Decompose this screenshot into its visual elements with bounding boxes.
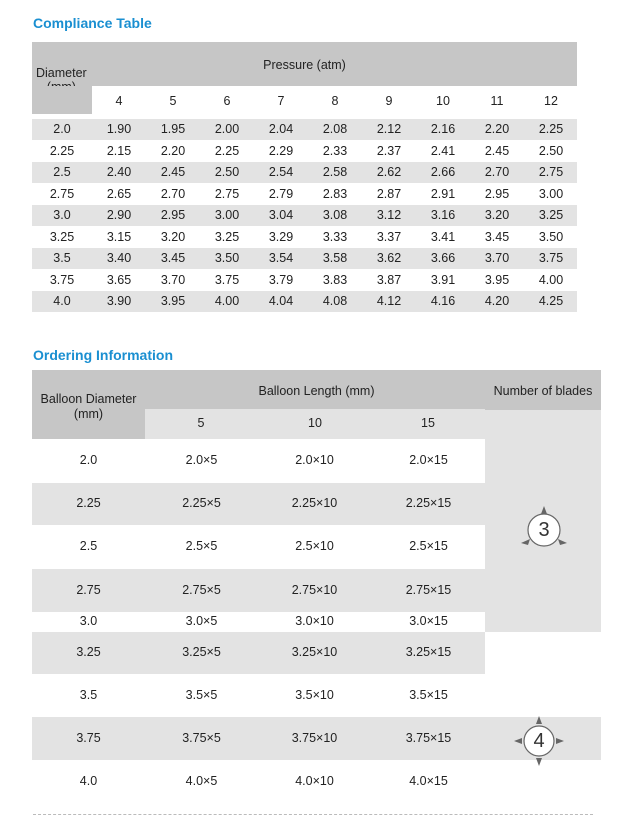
ordering-cell: 2.75×10 xyxy=(291,583,338,597)
balloon-diameter-header: Balloon Diameter (mm) xyxy=(32,370,145,439)
compliance-cell: 3.95 xyxy=(484,272,510,287)
compliance-cell: 3.62 xyxy=(376,251,402,265)
compliance-cell: 1.95 xyxy=(160,122,186,136)
length-5: 5 xyxy=(197,416,205,430)
compliance-cell: 2.95 xyxy=(160,208,186,222)
ordering-cell: 2.25×15 xyxy=(405,496,452,510)
compliance-cell: 3.40 xyxy=(106,251,132,265)
compliance-cell: 3.79 xyxy=(268,272,294,287)
compliance-cell: 3.75 xyxy=(214,272,240,287)
compliance-diameter: 4.0 xyxy=(53,294,71,308)
ordering-cell: 3.75×5 xyxy=(182,731,221,745)
compliance-cell: 3.87 xyxy=(376,272,402,287)
ordering-diameter: 2.75 xyxy=(76,583,101,597)
ordering-cell: 4.0×10 xyxy=(295,774,334,788)
compliance-diameter: 2.75 xyxy=(49,186,75,201)
ordering-cell: 2.25×5 xyxy=(182,496,221,510)
three-blade-icon xyxy=(516,502,572,558)
compliance-cell: 3.66 xyxy=(430,251,456,265)
compliance-cell: 3.70 xyxy=(484,251,510,265)
compliance-cell: 2.75 xyxy=(214,186,240,201)
ordering-row xyxy=(32,632,485,674)
compliance-cell: 2.08 xyxy=(322,122,348,136)
pressure-header: Pressure (atm) xyxy=(263,58,346,72)
compliance-cell: 2.33 xyxy=(322,143,348,158)
compliance-cell: 1.90 xyxy=(106,122,132,136)
compliance-cell: 4.00 xyxy=(214,294,240,308)
compliance-row xyxy=(32,162,577,183)
compliance-cell: 3.50 xyxy=(538,229,564,244)
ordering-row xyxy=(32,674,485,717)
compliance-cell: 2.65 xyxy=(106,186,132,201)
compliance-diameter: 3.5 xyxy=(53,251,71,265)
compliance-cell: 3.45 xyxy=(160,251,186,265)
compliance-cell: 2.70 xyxy=(484,165,510,179)
compliance-table-title: Compliance Table xyxy=(33,15,152,31)
ordering-cell: 3.75×10 xyxy=(291,731,338,745)
compliance-cell: 2.25 xyxy=(214,143,240,158)
ordering-cell: 4.0×15 xyxy=(409,774,448,788)
compliance-row xyxy=(32,205,577,226)
compliance-cell: 2.20 xyxy=(484,122,510,136)
ordering-cell: 3.0×15 xyxy=(409,614,448,628)
number-of-blades-header: Number of blades xyxy=(485,370,601,410)
ordering-cell: 3.5×15 xyxy=(409,688,448,702)
ordering-row xyxy=(32,569,485,612)
compliance-cell: 3.45 xyxy=(484,229,510,244)
compliance-cell: 2.79 xyxy=(268,186,294,201)
compliance-cell: 2.45 xyxy=(484,143,510,158)
compliance-cell: 2.70 xyxy=(160,186,186,201)
compliance-diameter: 3.75 xyxy=(49,272,75,287)
ordering-row xyxy=(32,483,485,525)
compliance-cell: 2.90 xyxy=(106,208,132,222)
ordering-cell: 3.25×15 xyxy=(405,645,452,659)
diameter-header: Diameter xyxy=(36,66,87,80)
compliance-cell: 2.20 xyxy=(160,143,186,158)
ordering-cell: 2.75×15 xyxy=(405,583,452,597)
compliance-cell: 3.29 xyxy=(268,229,294,244)
ordering-cell: 3.0×5 xyxy=(185,614,218,628)
three-blade-count: 3 xyxy=(538,519,550,541)
compliance-row xyxy=(32,141,577,162)
compliance-cell: 3.08 xyxy=(322,208,348,222)
ordering-cell: 2.5×15 xyxy=(409,539,448,553)
ordering-cell: 3.75×15 xyxy=(405,731,452,745)
compliance-cell: 3.83 xyxy=(322,272,348,287)
compliance-cell: 3.00 xyxy=(538,186,564,201)
compliance-cell: 2.00 xyxy=(214,122,240,136)
compliance-cell: 2.29 xyxy=(268,143,294,158)
compliance-cell: 3.75 xyxy=(538,251,564,265)
compliance-cell: 3.15 xyxy=(106,229,132,244)
pressure-value-7: 7 xyxy=(277,94,285,108)
compliance-cell: 2.95 xyxy=(484,186,510,201)
compliance-cell: 3.20 xyxy=(484,208,510,222)
ordering-row xyxy=(32,612,485,632)
four-blade-count: 4 xyxy=(533,730,545,752)
compliance-cell: 3.50 xyxy=(214,251,240,265)
compliance-cell: 2.75 xyxy=(538,165,564,179)
compliance-cell: 2.16 xyxy=(430,122,456,136)
compliance-diameter: 3.0 xyxy=(53,208,71,222)
compliance-cell: 2.50 xyxy=(214,165,240,179)
compliance-cell: 2.87 xyxy=(376,186,402,201)
ordering-diameter: 3.5 xyxy=(79,688,98,702)
ordering-cell: 3.5×5 xyxy=(185,688,218,702)
compliance-cell: 2.62 xyxy=(376,165,402,179)
ordering-diameter: 2.0 xyxy=(79,453,98,467)
compliance-cell: 4.25 xyxy=(538,294,564,308)
compliance-cell: 2.41 xyxy=(430,143,456,158)
pressure-value-5: 5 xyxy=(169,94,177,108)
pressure-value-12: 12 xyxy=(544,94,558,108)
compliance-cell: 2.91 xyxy=(430,186,456,201)
compliance-cell: 2.54 xyxy=(268,165,294,179)
length-15: 15 xyxy=(421,416,435,430)
compliance-cell: 2.25 xyxy=(538,122,564,136)
compliance-cell: 4.12 xyxy=(376,294,402,308)
compliance-cell: 3.25 xyxy=(538,208,564,222)
footer-divider xyxy=(33,814,593,819)
ordering-cell: 3.25×10 xyxy=(291,645,338,659)
compliance-cell: 4.20 xyxy=(484,294,510,308)
ordering-info-title: Ordering Information xyxy=(33,347,173,363)
ordering-diameter: 3.0 xyxy=(79,614,98,628)
pressure-value-9: 9 xyxy=(385,94,393,108)
length-10: 10 xyxy=(308,416,322,430)
ordering-diameter: 2.25 xyxy=(76,496,101,510)
ordering-diameter: 2.5 xyxy=(79,539,98,553)
compliance-cell: 3.00 xyxy=(214,208,240,222)
compliance-cell: 2.37 xyxy=(376,143,402,158)
compliance-cell: 2.66 xyxy=(430,165,456,179)
ordering-cell: 2.75×5 xyxy=(182,583,221,597)
compliance-cell: 4.08 xyxy=(322,294,348,308)
ordering-diameter: 3.25 xyxy=(76,645,101,659)
balloon-length-header: Balloon Length (mm) xyxy=(145,370,488,409)
compliance-cell: 2.45 xyxy=(160,165,186,179)
compliance-cell: 3.16 xyxy=(430,208,456,222)
blades-panel-gap xyxy=(485,632,601,674)
compliance-cell: 3.65 xyxy=(106,272,132,287)
compliance-row xyxy=(32,270,577,291)
compliance-cell: 4.16 xyxy=(430,294,456,308)
compliance-cell: 2.12 xyxy=(376,122,402,136)
diameter-header-cell xyxy=(32,86,92,114)
pressure-value-8: 8 xyxy=(331,94,339,108)
compliance-table-header xyxy=(32,42,577,86)
ordering-diameter: 3.75 xyxy=(76,731,101,745)
compliance-cell: 3.25 xyxy=(214,229,240,244)
pressure-value-11: 11 xyxy=(490,94,504,108)
compliance-cell: 3.37 xyxy=(376,229,402,244)
compliance-cell: 2.58 xyxy=(322,165,348,179)
compliance-cell: 3.41 xyxy=(430,229,456,244)
compliance-diameter: 2.0 xyxy=(53,122,71,136)
compliance-cell: 3.12 xyxy=(376,208,402,222)
compliance-row xyxy=(32,291,577,312)
compliance-cell: 4.00 xyxy=(538,272,564,287)
compliance-row xyxy=(32,248,577,269)
ordering-diameter: 4.0 xyxy=(79,774,98,788)
compliance-cell: 2.04 xyxy=(268,122,294,136)
compliance-row xyxy=(32,227,577,248)
pressure-value-6: 6 xyxy=(223,94,231,108)
pressure-value-4: 4 xyxy=(115,94,123,108)
compliance-cell: 3.70 xyxy=(160,272,186,287)
pressure-value-10: 10 xyxy=(436,94,450,108)
compliance-cell: 3.95 xyxy=(160,294,186,308)
compliance-cell: 3.91 xyxy=(430,272,456,287)
ordering-cell: 2.25×10 xyxy=(291,496,338,510)
compliance-cell: 3.20 xyxy=(160,229,186,244)
pressure-values-row xyxy=(32,86,577,114)
compliance-row xyxy=(32,184,577,205)
ordering-cell: 2.5×10 xyxy=(295,539,334,553)
ordering-row xyxy=(32,439,485,483)
ordering-cell: 3.25×5 xyxy=(182,645,221,659)
compliance-cell: 3.04 xyxy=(268,208,294,222)
ordering-cell: 2.0×15 xyxy=(409,453,448,467)
ordering-cell: 4.0×5 xyxy=(185,774,218,788)
compliance-cell: 3.33 xyxy=(322,229,348,244)
compliance-diameter: 2.25 xyxy=(49,143,75,158)
compliance-cell: 2.50 xyxy=(538,143,564,158)
ordering-cell: 3.0×10 xyxy=(295,614,334,628)
balloon-length-values-row xyxy=(145,409,488,439)
ordering-cell: 3.5×10 xyxy=(295,688,334,702)
compliance-cell: 3.54 xyxy=(268,251,294,265)
compliance-diameter: 2.5 xyxy=(53,165,71,179)
ordering-cell: 2.0×10 xyxy=(295,453,334,467)
ordering-row xyxy=(32,717,485,760)
compliance-cell: 3.90 xyxy=(106,294,132,308)
ordering-row xyxy=(32,525,485,569)
compliance-row xyxy=(32,119,577,140)
compliance-cell: 2.83 xyxy=(322,186,348,201)
ordering-cell: 2.5×5 xyxy=(185,539,218,553)
compliance-diameter: 3.25 xyxy=(49,229,75,244)
four-blade-icon xyxy=(511,713,567,769)
ordering-row xyxy=(32,760,485,804)
ordering-cell: 2.0×5 xyxy=(185,453,218,467)
compliance-cell: 4.04 xyxy=(268,294,294,308)
compliance-cell: 3.58 xyxy=(322,251,348,265)
compliance-cell: 2.15 xyxy=(106,143,132,158)
compliance-cell: 2.40 xyxy=(106,165,132,179)
